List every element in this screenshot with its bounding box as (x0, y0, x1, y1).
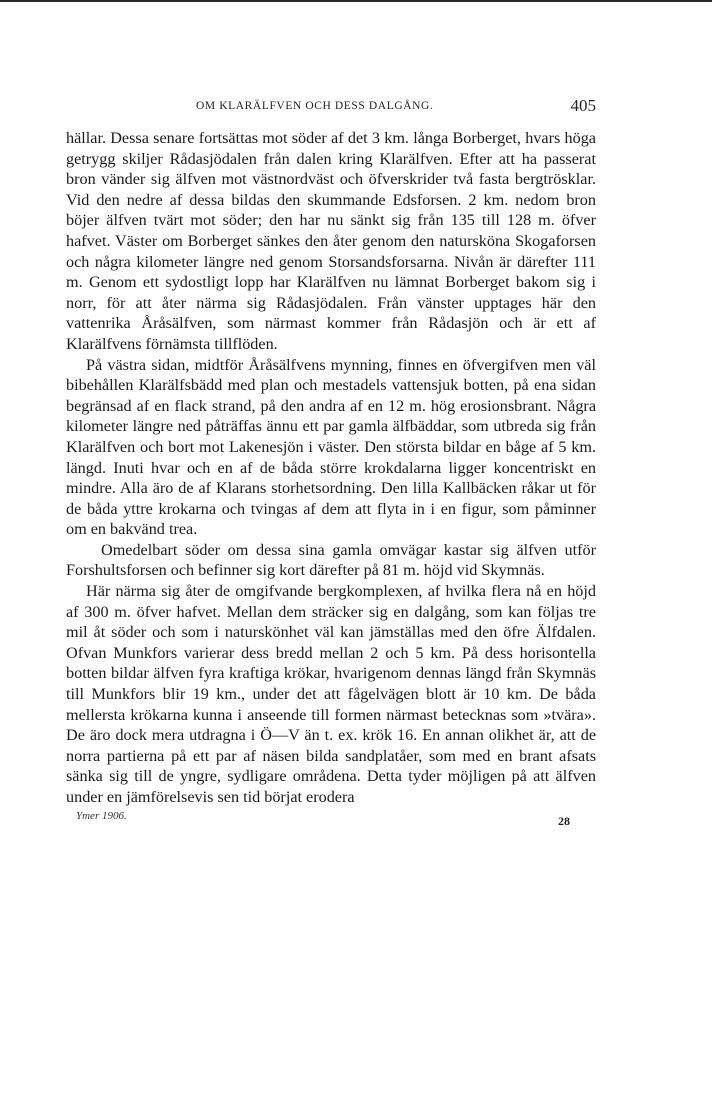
paragraph-3: Omedelbart söder om dessa sina gamla omvägar kastar sig älfven utför Forshultsforsen och befinner sig kort därefter på 81 m. höjd vid Skymnäs. (66, 540, 596, 580)
body-text (66, 128, 596, 808)
page-number: 405 (570, 96, 596, 115)
signature-mark: 28 (558, 813, 570, 828)
running-title: OM KLARÄLFVEN OCH DESS DALGÅNG. (196, 100, 434, 112)
page-footer (66, 810, 596, 834)
page-edge-rule (0, 0, 712, 2)
paragraph-2: På västra sidan, midtför Åråsälfvens mynning, finnes en öfvergifven men väl bibehållen Klarälfsbädd med plan och mestadels vattensjuk botten, på ena sidan begränsad af en flack strand, på den andra af en 12 m. hög erosionsbrant. Några kilometer längre ned påträffas ännu ett par gamla älfbäddar, som utbreda sig från Klarälfven och bort mot Lakenesjön i väster. Den största bildar en båge af 5 km. längd. Inuti hvar och en af de båda större krokdalarna ligger koncentriskt en mindre. Alla äro de af Klarans storhetsordning. Den lilla Kallbäcken råkar ut för de båda yttre krokarna och tvingas af dem att flyta in i en figur, som påminner om en bakvänd trea. (66, 355, 596, 539)
paragraph-1: hällar. Dessa senare fortsättas mot söder af det 3 km. långa Borberget, hvars höga getrygg skiljer Rådasjödalen från dalen kring Klarälfven. Efter att ha passerat bron vänder sig älfven mot västnordväst och öfverskrider två fasta bergtrösklar. Vid den nedre af dessa bildas den skummande Edsforsen. 2 km. nedom bron böjer älfven tvärt mot söder; den har nu sänkt sig från 135 till 128 m. öfver hafvet. Väster om Borberget sänkes den åter genom den natursköna Skogaforsen och några kilometer längre ned genom Storsandsforsarna. Nivån är därefter 111 m. Genom ett sydostligt lopp har Klarälfven nu lämnat Borberget bakom sig i norr, för att åter närma sig Rådasjödalen. Från vänster upptages här den vattenrika Åråsälfven, som närmast kommer från Rådasjön och är ett af Klarälfvens förnämsta tillflöden. (66, 129, 596, 353)
journal-source: Ymer 1906. (76, 809, 127, 822)
page-header (66, 96, 596, 126)
paragraph-4: Här närma sig åter de omgifvande bergkomplexen, af hvilka flera nå en höjd af 300 m. öfver hafvet. Mellan dem sträcker sig en dalgång, som kan följas tre mil åt söder och som i naturskönhet väl kan jämställas med den öfre Älfdalen. Ofvan Munkfors varierar dess bredd mellan 2 och 5 km. På dess horisontella botten bildar älfven fyra kraftiga krökar, hvarigenom dennas längd från Skymnäs till Munkfors blir 19 km., under det att fågelvägen blott är 10 km. De båda mellersta krökarna kunna i anseende till formen närmast betecknas som »tvära». De äro dock mera utdragna i Ö—V än t. ex. krök 16. En annan olikhet är, att de norra partierna på ett par af näsen bilda sandplatåer, som med en brant afsats sänka sig till de yngre, sydligare områdena. Detta tyder möjligen på att älfven under en jämförelsevis sen tid börjat erodera (66, 582, 596, 806)
book-page (66, 96, 596, 834)
